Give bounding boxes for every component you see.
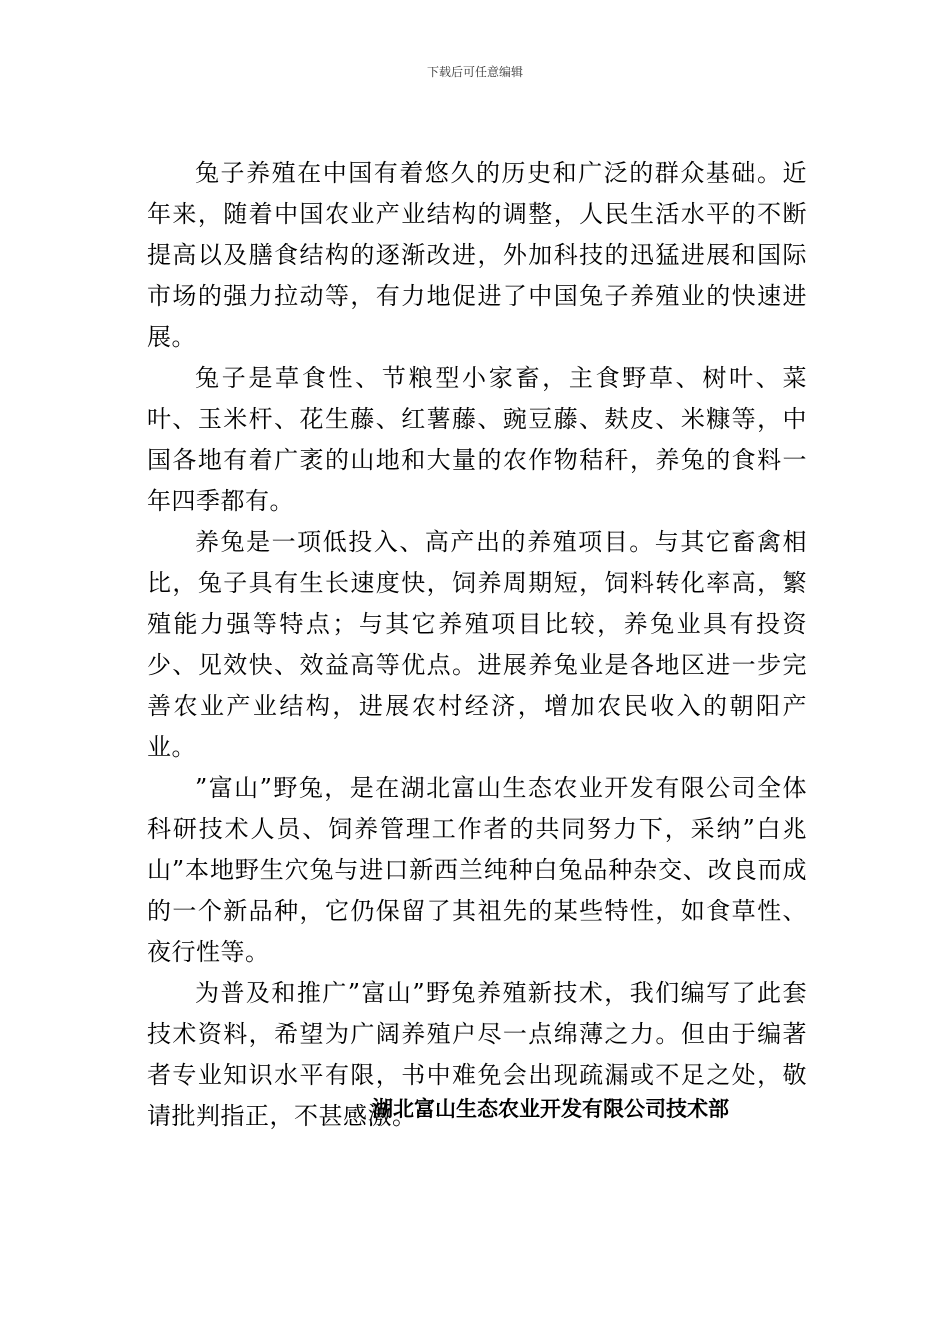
signature-department: 湖北富山生态农业开发有限公司技术部 — [372, 1097, 729, 1121]
page-header-note: 下载后可任意编辑 — [426, 65, 523, 79]
document-body — [147, 153, 807, 1137]
paragraph-feed: 兔子是草食性、节粮型小家畜，主食野草、树叶、菜叶、玉米杆、花生藤、红薯藤、豌豆藤、麸皮、米糠等，中国各地有着广袤的山地和大量的农作物秸秆，养兔的食料一年四季都有。 — [147, 364, 807, 515]
paragraph-purpose: 为普及和推广”富山”野兔养殖新技术，我们编写了此套技术资料，希望为广阔养殖户尽一点绵薄之力。但由于编著者专业知识水平有限，书中难免会出现疏漏或不足之处，敬请批判指正，不甚感激。 — [147, 979, 807, 1130]
paragraph-advantages: 养兔是一项低投入、高产出的养殖项目。与其它畜禽相比，兔子具有生长速度快，饲养周期短，饲料转化率高，繁殖能力强等特点；与其它养殖项目比较，养兔业具有投资少、见效快、效益高等优点。进展养兔业是各地区进一步完善农业产业结构，进展农村经济，增加农民收入的朝阳产业。 — [147, 528, 807, 761]
paragraph-breed: ”富山”野兔，是在湖北富山生态农业开发有限公司全体科研技术人员、饲养管理工作者的共同努力下，采纳”白兆山”本地野生穴兔与进口新西兰纯种白兔品种杂交、改良而成的一个新品种，它仍保留了其祖先的某些特性，如食草性、夜行性等。 — [147, 774, 807, 966]
paragraph-history: 兔子养殖在中国有着悠久的历史和广泛的群众基础。近年来，随着中国农业产业结构的调整，人民生活水平的不断提高以及膳食结构的逐渐改进，外加科技的迅猛进展和国际市场的强力拉动等，有力地促进了中国兔子养殖业的快速进展。 — [147, 159, 807, 351]
